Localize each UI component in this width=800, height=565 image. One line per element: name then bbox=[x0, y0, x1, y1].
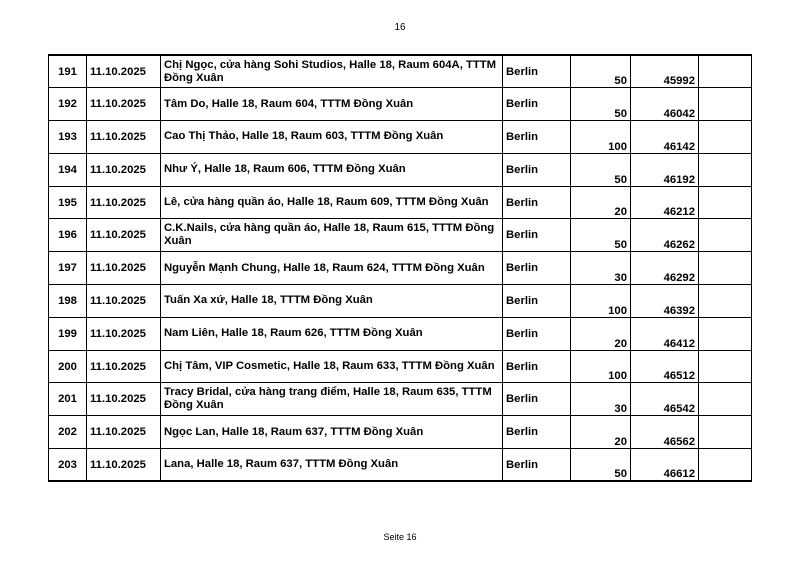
row-date: 11.10.2025 bbox=[87, 285, 161, 318]
row-city: Berlin bbox=[503, 88, 571, 121]
row-city: Berlin bbox=[503, 121, 571, 154]
table-row bbox=[49, 317, 752, 350]
row-donor: Như Ý, Halle 18, Raum 606, TTTM Đồng Xuân bbox=[161, 153, 503, 186]
table-row bbox=[49, 186, 752, 219]
row-running-total: 45992 bbox=[631, 55, 699, 88]
row-running-total: 46542 bbox=[631, 383, 699, 416]
row-date: 11.10.2025 bbox=[87, 153, 161, 186]
row-city: Berlin bbox=[503, 252, 571, 285]
row-running-total: 46392 bbox=[631, 285, 699, 318]
row-number: 195 bbox=[49, 186, 87, 219]
row-running-total: 46142 bbox=[631, 121, 699, 154]
row-city: Berlin bbox=[503, 186, 571, 219]
row-donor: Chị Ngọc, cửa hàng Sohi Studios, Halle 18, Raum 604A, TTTM Đồng Xuân bbox=[161, 55, 503, 88]
row-date: 11.10.2025 bbox=[87, 449, 161, 482]
row-date: 11.10.2025 bbox=[87, 317, 161, 350]
row-empty-cell bbox=[699, 350, 752, 383]
row-city: Berlin bbox=[503, 317, 571, 350]
row-donor: Nguyễn Mạnh Chung, Halle 18, Raum 624, TTTM Đồng Xuân bbox=[161, 252, 503, 285]
row-donor: Lê, cửa hàng quần áo, Halle 18, Raum 609, TTTM Đồng Xuân bbox=[161, 186, 503, 219]
row-donor: Nam Liên, Halle 18, Raum 626, TTTM Đồng Xuân bbox=[161, 317, 503, 350]
row-date: 11.10.2025 bbox=[87, 186, 161, 219]
row-number: 202 bbox=[49, 416, 87, 449]
row-running-total: 46262 bbox=[631, 219, 699, 252]
row-city: Berlin bbox=[503, 383, 571, 416]
row-number: 191 bbox=[49, 55, 87, 88]
row-city: Berlin bbox=[503, 219, 571, 252]
table-row bbox=[49, 252, 752, 285]
row-city: Berlin bbox=[503, 285, 571, 318]
page-footer: Seite 16 bbox=[383, 532, 417, 542]
table-row bbox=[49, 285, 752, 318]
row-number: 199 bbox=[49, 317, 87, 350]
table-row bbox=[49, 350, 752, 383]
row-number: 194 bbox=[49, 153, 87, 186]
row-amount: 50 bbox=[571, 449, 631, 482]
row-donor: Cao Thị Thảo, Halle 18, Raum 603, TTTM Đồng Xuân bbox=[161, 121, 503, 154]
row-amount: 100 bbox=[571, 285, 631, 318]
row-amount: 50 bbox=[571, 88, 631, 121]
row-amount: 100 bbox=[571, 350, 631, 383]
row-amount: 50 bbox=[571, 153, 631, 186]
row-running-total: 46562 bbox=[631, 416, 699, 449]
row-empty-cell bbox=[699, 252, 752, 285]
table-row bbox=[49, 449, 752, 482]
row-amount: 100 bbox=[571, 121, 631, 154]
row-empty-cell bbox=[699, 449, 752, 482]
row-city: Berlin bbox=[503, 55, 571, 88]
page-number: 16 bbox=[394, 22, 406, 33]
row-amount: 20 bbox=[571, 416, 631, 449]
row-donor: C.K.Nails, cửa hàng quần áo, Halle 18, Raum 615, TTTM Đồng Xuân bbox=[161, 219, 503, 252]
row-date: 11.10.2025 bbox=[87, 252, 161, 285]
row-amount: 30 bbox=[571, 383, 631, 416]
row-city: Berlin bbox=[503, 350, 571, 383]
row-running-total: 46212 bbox=[631, 186, 699, 219]
donation-table-body bbox=[49, 55, 752, 481]
row-donor: Ngọc Lan, Halle 18, Raum 637, TTTM Đồng Xuân bbox=[161, 416, 503, 449]
row-running-total: 46292 bbox=[631, 252, 699, 285]
row-running-total: 46612 bbox=[631, 449, 699, 482]
table-row bbox=[49, 121, 752, 154]
row-empty-cell bbox=[699, 88, 752, 121]
table-row bbox=[49, 219, 752, 252]
row-running-total: 46042 bbox=[631, 88, 699, 121]
row-donor: Chị Tâm, VIP Cosmetic, Halle 18, Raum 633, TTTM Đồng Xuân bbox=[161, 350, 503, 383]
row-running-total: 46412 bbox=[631, 317, 699, 350]
row-date: 11.10.2025 bbox=[87, 219, 161, 252]
row-empty-cell bbox=[699, 219, 752, 252]
row-empty-cell bbox=[699, 285, 752, 318]
row-donor: Tuấn Xa xứ, Halle 18, TTTM Đồng Xuân bbox=[161, 285, 503, 318]
row-date: 11.10.2025 bbox=[87, 383, 161, 416]
row-running-total: 46512 bbox=[631, 350, 699, 383]
row-running-total: 46192 bbox=[631, 153, 699, 186]
row-date: 11.10.2025 bbox=[87, 121, 161, 154]
row-date: 11.10.2025 bbox=[87, 350, 161, 383]
row-number: 200 bbox=[49, 350, 87, 383]
row-number: 196 bbox=[49, 219, 87, 252]
row-empty-cell bbox=[699, 317, 752, 350]
row-number: 192 bbox=[49, 88, 87, 121]
table-row bbox=[49, 88, 752, 121]
row-date: 11.10.2025 bbox=[87, 55, 161, 88]
row-donor: Tâm Do, Halle 18, Raum 604, TTTM Đồng Xuân bbox=[161, 88, 503, 121]
row-empty-cell bbox=[699, 383, 752, 416]
row-number: 203 bbox=[49, 449, 87, 482]
row-donor: Tracy Bridal, cửa hàng trang điểm, Halle 18, Raum 635, TTTM Đồng Xuân bbox=[161, 383, 503, 416]
table-row bbox=[49, 55, 752, 88]
row-date: 11.10.2025 bbox=[87, 88, 161, 121]
row-empty-cell bbox=[699, 121, 752, 154]
row-amount: 50 bbox=[571, 55, 631, 88]
row-number: 197 bbox=[49, 252, 87, 285]
row-empty-cell bbox=[699, 55, 752, 88]
row-donor: Lana, Halle 18, Raum 637, TTTM Đồng Xuân bbox=[161, 449, 503, 482]
row-empty-cell bbox=[699, 416, 752, 449]
row-city: Berlin bbox=[503, 153, 571, 186]
row-amount: 20 bbox=[571, 186, 631, 219]
table-row bbox=[49, 153, 752, 186]
row-amount: 50 bbox=[571, 219, 631, 252]
donation-table bbox=[48, 54, 752, 482]
row-number: 198 bbox=[49, 285, 87, 318]
row-amount: 20 bbox=[571, 317, 631, 350]
row-empty-cell bbox=[699, 186, 752, 219]
table-row bbox=[49, 416, 752, 449]
row-number: 193 bbox=[49, 121, 87, 154]
row-city: Berlin bbox=[503, 449, 571, 482]
table-row bbox=[49, 383, 752, 416]
row-date: 11.10.2025 bbox=[87, 416, 161, 449]
row-city: Berlin bbox=[503, 416, 571, 449]
row-amount: 30 bbox=[571, 252, 631, 285]
row-empty-cell bbox=[699, 153, 752, 186]
row-number: 201 bbox=[49, 383, 87, 416]
